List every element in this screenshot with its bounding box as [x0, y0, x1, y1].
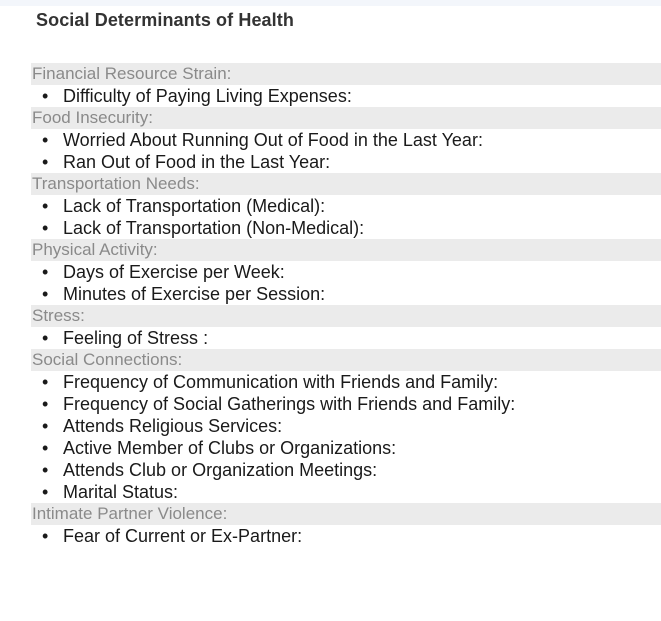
bullet-icon: • — [42, 328, 49, 348]
list-item — [31, 393, 661, 415]
bullet-icon: • — [42, 284, 49, 304]
bullet-icon: • — [42, 372, 49, 392]
list-item — [31, 261, 661, 283]
list-item — [31, 459, 661, 481]
list-item — [31, 415, 661, 437]
item-label: Worried About Running Out of Food in the Last Year: — [63, 130, 483, 150]
bullet-icon: • — [42, 482, 49, 502]
item-label: Minutes of Exercise per Session: — [63, 284, 326, 304]
item-label: Lack of Transportation (Non-Medical): — [63, 218, 365, 238]
top-band — [0, 0, 661, 6]
bullet-icon: • — [42, 438, 49, 458]
list-item — [31, 151, 661, 173]
bullet-icon: • — [42, 460, 49, 480]
bullet-icon: • — [42, 394, 49, 414]
bullet-icon: • — [42, 526, 49, 546]
bullet-icon: • — [42, 152, 49, 172]
list-item — [31, 195, 661, 217]
list-item — [31, 283, 661, 305]
list-item — [31, 327, 661, 349]
bullet-icon: • — [42, 218, 49, 238]
item-label: Active Member of Clubs or Organizations: — [63, 438, 397, 458]
bullet-icon: • — [42, 262, 49, 282]
category-header: Intimate Partner Violence: — [31, 503, 661, 525]
list-item — [31, 217, 661, 239]
bullet-icon: • — [42, 130, 49, 150]
item-label: Lack of Transportation (Medical): — [63, 196, 326, 216]
sdoh-list — [31, 63, 661, 547]
item-label: Attends Club or Organization Meetings: — [63, 460, 378, 480]
list-item — [31, 525, 661, 547]
page-title: Social Determinants of Health — [36, 10, 294, 30]
category-header: Transportation Needs: — [31, 173, 661, 195]
category-header: Stress: — [31, 305, 661, 327]
item-label: Feeling of Stress : — [63, 328, 209, 348]
bullet-icon: • — [42, 86, 49, 106]
list-item — [31, 129, 661, 151]
item-label: Ran Out of Food in the Last Year: — [63, 152, 331, 172]
item-label: Frequency of Social Gatherings with Friends and Family: — [63, 394, 516, 414]
category-header: Food Insecurity: — [31, 107, 661, 129]
category-header: Social Connections: — [31, 349, 661, 371]
item-label: Attends Religious Services: — [63, 416, 283, 436]
list-item — [31, 481, 661, 503]
item-label: Days of Exercise per Week: — [63, 262, 285, 282]
item-label: Difficulty of Paying Living Expenses: — [63, 86, 352, 106]
category-header: Physical Activity: — [31, 239, 661, 261]
list-item — [31, 371, 661, 393]
list-item — [31, 85, 661, 107]
category-header: Financial Resource Strain: — [31, 63, 661, 85]
list-item — [31, 437, 661, 459]
item-label: Fear of Current or Ex-Partner: — [63, 526, 303, 546]
item-label: Frequency of Communication with Friends and Family: — [63, 372, 499, 392]
item-label: Marital Status: — [63, 482, 179, 502]
bullet-icon: • — [42, 416, 49, 436]
bullet-icon: • — [42, 196, 49, 216]
